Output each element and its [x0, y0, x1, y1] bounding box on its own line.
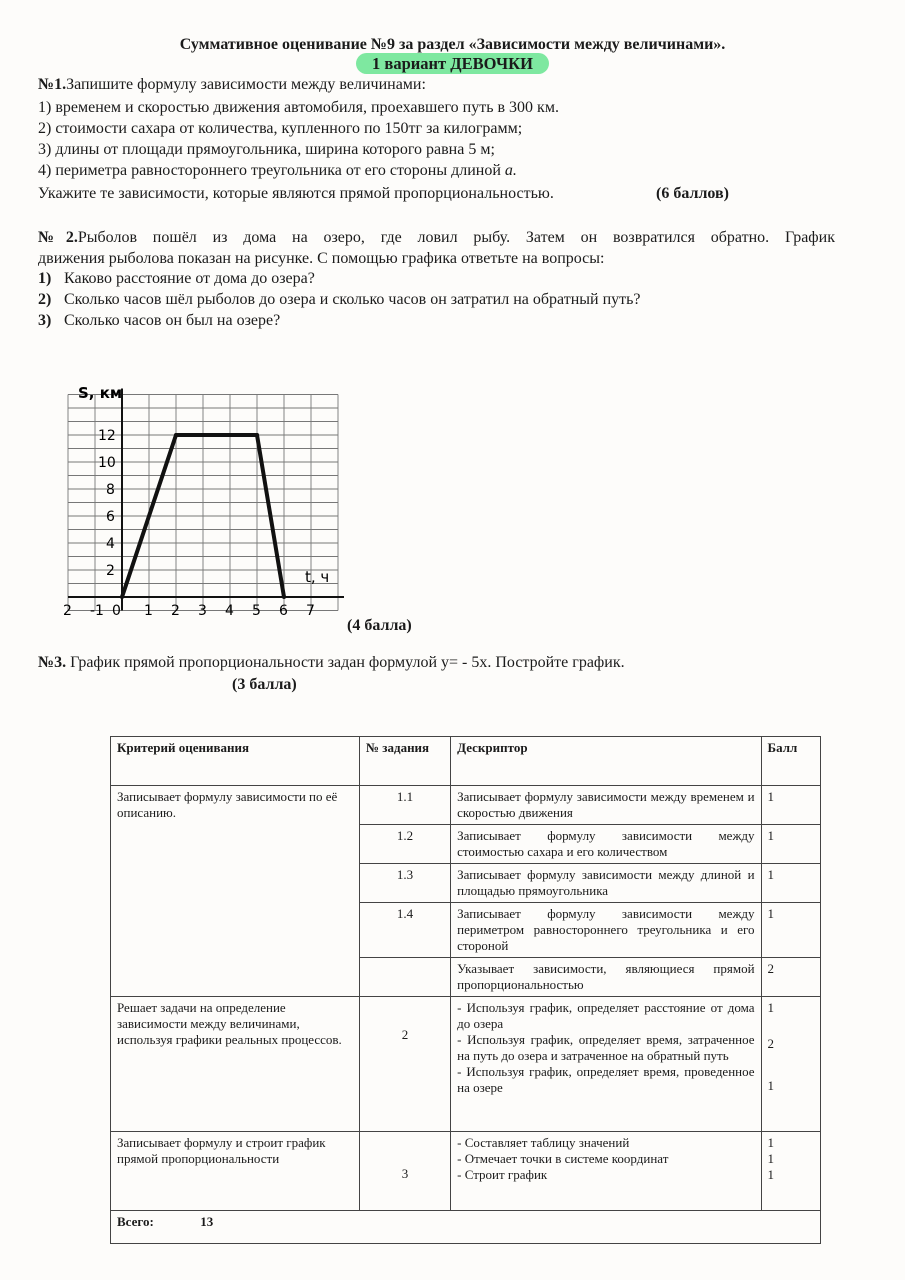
- y-tick-label: 8: [106, 482, 115, 498]
- task2-question-1-num: 1): [38, 270, 52, 287]
- score-cell: 1: [761, 786, 820, 825]
- task1-item-1: 1) временем и скоростью движения автомобиля, проехавшего путь в 300 км.: [38, 99, 559, 116]
- score-cell: [761, 997, 820, 1132]
- chart-x-axis-label: t, ч: [305, 568, 330, 586]
- task1-item-4-text: 4) периметра равностороннего треугольника от его стороны длиной: [38, 162, 505, 179]
- task1-instruction: [38, 185, 554, 203]
- descriptor-cell: Записывает формулу зависимости между длиной и площадью прямоугольника: [451, 864, 761, 903]
- header-task-no: № задания: [359, 737, 450, 786]
- task2-question-1-text: Каково расстояние от дома до озера?: [64, 270, 315, 287]
- task-no-cell: 2: [359, 997, 450, 1132]
- criterion-3: Записывает формулу и строит график прямой пропорциональности: [111, 1132, 360, 1211]
- series-point: [282, 595, 286, 599]
- header-score: Балл: [761, 737, 820, 786]
- task2-question-3: [38, 312, 280, 330]
- total-cell: [111, 1211, 821, 1244]
- task1-item-4: [38, 162, 517, 180]
- task2-question-2: [38, 291, 641, 309]
- task2-question-3-num: 3): [38, 312, 52, 329]
- chart-y-axis-label: S, км: [78, 384, 123, 402]
- total-value: 13: [200, 1214, 214, 1229]
- score-line: 1: [767, 1000, 775, 1015]
- score-cell: [761, 1132, 820, 1211]
- task1-intro: [38, 76, 426, 94]
- task-no-cell: 1.4: [359, 903, 450, 958]
- score-cell: 1: [761, 825, 820, 864]
- x-tick-label: 5: [252, 603, 261, 619]
- descriptor-line: - Используя график, определяет расстояние от дома до озера: [457, 1000, 755, 1031]
- x-tick-label: 1: [144, 603, 153, 619]
- task2-question-1: [38, 270, 315, 288]
- task1-item-2: 2) стоимости сахара от количества, купленного по 150тг за килограмм;: [38, 120, 523, 137]
- score-line: 2: [767, 1036, 775, 1051]
- header-criterion: Критерий оценивания: [111, 737, 360, 786]
- table-total-row: [111, 1211, 821, 1244]
- x-tick-label: -1: [90, 603, 104, 619]
- descriptor-line: - Используя график, определяет время, проведенное на озере: [457, 1064, 755, 1095]
- descriptor-line: - Составляет таблицу значений: [457, 1135, 630, 1150]
- task3-text-body: График прямой пропорциональности задан формулой у= - 5х. Постройте график.: [66, 654, 625, 671]
- task-no-cell: 1.2: [359, 825, 450, 864]
- task2-text-line2: движения рыболова показан на рисунке. С помощью графика ответьте на вопросы:: [38, 250, 605, 267]
- y-tick-label: 12: [98, 428, 116, 444]
- task2-points: (4 балла): [347, 617, 412, 634]
- descriptor-cell: [451, 1132, 761, 1211]
- table-header-row: [111, 737, 821, 786]
- distance-time-chart: [50, 360, 360, 640]
- document-title: Суммативное оценивание №9 за раздел «Зависимости между величинами».: [179, 36, 726, 53]
- series-point: [174, 433, 178, 437]
- score-cell: 1: [761, 903, 820, 958]
- task1-points: (6 баллов): [656, 185, 729, 202]
- x-tick-label: 7: [306, 603, 315, 619]
- criterion-1: Записывает формулу зависимости по её описанию.: [111, 786, 360, 997]
- task1-instruction-text: Укажите те зависимости, которые являются прямой пропорциональностью.: [38, 185, 554, 202]
- descriptor-cell: Указывает зависимости, являющиеся прямой пропорциональностью: [451, 958, 761, 997]
- descriptor-cell: [451, 997, 761, 1132]
- y-tick-label: 4: [106, 536, 115, 552]
- x-tick-label: 4: [225, 603, 234, 619]
- task-no-cell: 3: [359, 1132, 450, 1211]
- x-tick-label: 2: [63, 603, 72, 619]
- task3-number: №3.: [38, 654, 67, 671]
- score-cell: 2: [761, 958, 820, 997]
- series-point: [120, 595, 124, 599]
- descriptor-cell: Записывает формулу зависимости между периметром равностороннего треугольника и его стороной: [451, 903, 761, 958]
- total-label: Всего:: [117, 1214, 154, 1229]
- x-tick-label: 0: [112, 603, 121, 619]
- score-line: 1: [767, 1151, 775, 1166]
- task2-text-line1: [38, 229, 835, 247]
- task2-question-2-num: 2): [38, 291, 52, 308]
- chart-ticks: [63, 428, 315, 619]
- x-tick-label: 6: [279, 603, 288, 619]
- y-tick-label: 6: [106, 509, 115, 525]
- header-descriptor: Дескриптор: [451, 737, 761, 786]
- table-row: [111, 1132, 821, 1211]
- criterion-2: Решает задачи на определение зависимости между величинами, используя графики реальных процессов.: [111, 997, 360, 1132]
- series-point: [255, 433, 259, 437]
- score-line: 1: [767, 1078, 775, 1093]
- task3-points: (3 балла): [232, 676, 297, 693]
- descriptor-cell: Записывает формулу зависимости между временем и скоростью движения: [451, 786, 761, 825]
- task-no-cell: 1.1: [359, 786, 450, 825]
- criteria-table: [110, 736, 821, 1244]
- task-no-cell: [359, 958, 450, 997]
- score-line: 1: [767, 1167, 775, 1182]
- task2-number: №2.: [38, 229, 78, 246]
- task1-item-3: 3) длины от площади прямоугольника, ширина которого равна 5 м;: [38, 141, 495, 158]
- task3-text: [38, 654, 625, 672]
- descriptor-line: - Используя график, определяет время, затраченное на путь до озера и затраченное на обратный путь: [457, 1032, 755, 1063]
- variant-label: [0, 54, 905, 74]
- descriptor-line: - Строит график: [457, 1167, 548, 1182]
- x-tick-label: 3: [198, 603, 207, 619]
- descriptor-line: - Отмечает точки в системе координат: [457, 1151, 669, 1166]
- table-row: [111, 786, 821, 825]
- y-tick-label: 2: [106, 563, 115, 579]
- task2-question-2-text: Сколько часов шёл рыболов до озера и сколько часов он затратил на обратный путь?: [64, 291, 641, 308]
- score-line: 1: [767, 1135, 775, 1150]
- variant-highlight: 1 вариант ДЕВОЧКИ: [356, 53, 549, 74]
- task-no-cell: 1.3: [359, 864, 450, 903]
- y-tick-label: 10: [98, 455, 116, 471]
- task2-text-1: Рыболов пошёл из дома на озеро, где ловил рыбу. Затем он возвратился обратно. График: [77, 229, 836, 246]
- task2-question-3-text: Сколько часов он был на озере?: [64, 312, 281, 329]
- descriptor-cell: Записывает формулу зависимости между стоимостью сахара и его количеством: [451, 825, 761, 864]
- x-tick-label: 2: [171, 603, 180, 619]
- task1-intro-text: Запишите формулу зависимости между величинами:: [66, 76, 426, 93]
- task1-number: №1.: [38, 76, 67, 93]
- task1-item-4-var: а.: [504, 162, 517, 179]
- table-row: [111, 997, 821, 1132]
- score-cell: 1: [761, 864, 820, 903]
